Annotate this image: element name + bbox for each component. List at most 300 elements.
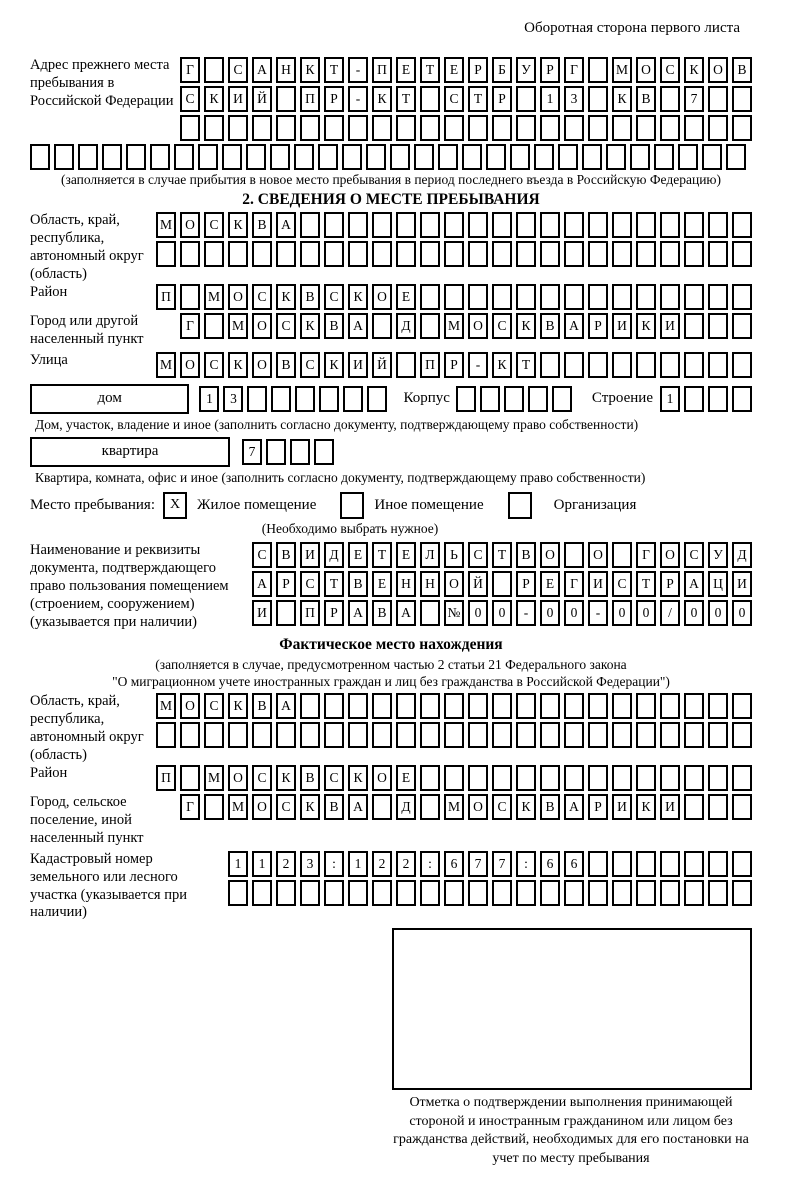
char-cell[interactable]: [420, 722, 440, 748]
char-cell[interactable]: [468, 693, 488, 719]
char-cell[interactable]: [468, 241, 488, 267]
char-cell[interactable]: Т: [324, 57, 344, 83]
char-cell[interactable]: Р: [324, 600, 344, 626]
char-cell[interactable]: [324, 693, 344, 719]
char-cell[interactable]: О: [252, 313, 272, 339]
char-cell[interactable]: К: [324, 352, 344, 378]
char-cell[interactable]: И: [660, 794, 680, 820]
char-cell[interactable]: [564, 542, 584, 568]
char-cell[interactable]: [510, 144, 530, 170]
char-cell[interactable]: [300, 115, 320, 141]
char-cell[interactable]: [396, 693, 416, 719]
char-cell[interactable]: [319, 386, 339, 412]
char-cell[interactable]: [558, 144, 578, 170]
char-cell[interactable]: [276, 86, 296, 112]
char-cell[interactable]: [444, 241, 464, 267]
char-cell[interactable]: [564, 284, 584, 310]
char-cell[interactable]: К: [684, 57, 704, 83]
char-cell[interactable]: М: [204, 765, 224, 791]
char-cell[interactable]: [318, 144, 338, 170]
char-cell[interactable]: -: [348, 57, 368, 83]
char-cell[interactable]: В: [516, 542, 536, 568]
char-cell[interactable]: А: [564, 313, 584, 339]
char-cell[interactable]: [684, 880, 704, 906]
char-cell[interactable]: [588, 851, 608, 877]
char-cell[interactable]: [612, 765, 632, 791]
char-cell[interactable]: [636, 241, 656, 267]
char-cell[interactable]: [314, 439, 334, 465]
char-cell[interactable]: К: [612, 86, 632, 112]
char-cell[interactable]: [444, 722, 464, 748]
char-cell[interactable]: Е: [372, 571, 392, 597]
char-cell[interactable]: [300, 212, 320, 238]
char-cell[interactable]: [708, 722, 728, 748]
char-cell[interactable]: О: [444, 571, 464, 597]
checkbox-residential[interactable]: X: [163, 492, 187, 519]
char-cell[interactable]: К: [228, 352, 248, 378]
char-cell[interactable]: О: [180, 212, 200, 238]
char-cell[interactable]: О: [660, 542, 680, 568]
char-cell[interactable]: Р: [516, 571, 536, 597]
char-cell[interactable]: Р: [444, 352, 464, 378]
char-cell[interactable]: С: [324, 284, 344, 310]
char-cell[interactable]: 7: [242, 439, 262, 465]
char-cell[interactable]: [732, 115, 752, 141]
char-cell[interactable]: Г: [636, 542, 656, 568]
char-cell[interactable]: [732, 284, 752, 310]
char-cell[interactable]: 0: [612, 600, 632, 626]
char-cell[interactable]: Е: [396, 284, 416, 310]
char-cell[interactable]: И: [300, 542, 320, 568]
char-cell[interactable]: Р: [324, 86, 344, 112]
char-cell[interactable]: [660, 284, 680, 310]
char-cell[interactable]: Е: [540, 571, 560, 597]
char-cell[interactable]: [348, 693, 368, 719]
char-cell[interactable]: [348, 212, 368, 238]
char-cell[interactable]: [486, 144, 506, 170]
char-cell[interactable]: М: [444, 313, 464, 339]
char-cell[interactable]: В: [276, 542, 296, 568]
char-cell[interactable]: Т: [516, 352, 536, 378]
char-cell[interactable]: [228, 115, 248, 141]
char-cell[interactable]: 7: [684, 86, 704, 112]
char-cell[interactable]: [372, 212, 392, 238]
char-cell[interactable]: [271, 386, 291, 412]
char-cell[interactable]: [252, 241, 272, 267]
char-cell[interactable]: [564, 722, 584, 748]
char-cell[interactable]: Б: [492, 57, 512, 83]
char-cell[interactable]: И: [732, 571, 752, 597]
char-cell[interactable]: [396, 880, 416, 906]
char-cell[interactable]: А: [276, 693, 296, 719]
char-cell[interactable]: В: [324, 794, 344, 820]
char-cell[interactable]: [270, 144, 290, 170]
char-cell[interactable]: [180, 241, 200, 267]
char-cell[interactable]: [462, 144, 482, 170]
char-cell[interactable]: [204, 115, 224, 141]
char-cell[interactable]: Т: [324, 571, 344, 597]
char-cell[interactable]: [492, 722, 512, 748]
char-cell[interactable]: [702, 144, 722, 170]
char-cell[interactable]: В: [732, 57, 752, 83]
char-cell[interactable]: Т: [492, 542, 512, 568]
char-cell[interactable]: [588, 241, 608, 267]
char-cell[interactable]: [684, 115, 704, 141]
char-cell[interactable]: К: [372, 86, 392, 112]
char-cell[interactable]: П: [372, 57, 392, 83]
char-cell[interactable]: [444, 880, 464, 906]
char-cell[interactable]: [732, 722, 752, 748]
char-cell[interactable]: [564, 765, 584, 791]
char-cell[interactable]: [294, 144, 314, 170]
char-cell[interactable]: О: [468, 794, 488, 820]
char-cell[interactable]: К: [636, 313, 656, 339]
char-cell[interactable]: [266, 439, 286, 465]
char-cell[interactable]: [630, 144, 650, 170]
char-cell[interactable]: О: [636, 57, 656, 83]
char-cell[interactable]: [732, 212, 752, 238]
char-cell[interactable]: [204, 241, 224, 267]
char-cell[interactable]: В: [252, 693, 272, 719]
char-cell[interactable]: [516, 284, 536, 310]
char-cell[interactable]: О: [180, 352, 200, 378]
char-cell[interactable]: Ь: [444, 542, 464, 568]
char-cell[interactable]: К: [300, 57, 320, 83]
char-cell[interactable]: В: [300, 284, 320, 310]
char-cell[interactable]: Р: [540, 57, 560, 83]
char-cell[interactable]: [126, 144, 146, 170]
char-cell[interactable]: Г: [180, 794, 200, 820]
char-cell[interactable]: [456, 386, 476, 412]
char-cell[interactable]: [228, 880, 248, 906]
char-cell[interactable]: М: [156, 352, 176, 378]
char-cell[interactable]: [247, 386, 267, 412]
char-cell[interactable]: А: [252, 571, 272, 597]
char-cell[interactable]: У: [516, 57, 536, 83]
char-cell[interactable]: [606, 144, 626, 170]
char-cell[interactable]: [342, 144, 362, 170]
char-cell[interactable]: Е: [348, 542, 368, 568]
char-cell[interactable]: [588, 765, 608, 791]
char-cell[interactable]: Г: [564, 571, 584, 597]
char-cell[interactable]: [660, 765, 680, 791]
char-cell[interactable]: К: [276, 284, 296, 310]
char-cell[interactable]: В: [348, 571, 368, 597]
char-cell[interactable]: [612, 352, 632, 378]
char-cell[interactable]: :: [516, 851, 536, 877]
char-cell[interactable]: М: [228, 313, 248, 339]
char-cell[interactable]: [276, 880, 296, 906]
char-cell[interactable]: К: [228, 693, 248, 719]
char-cell[interactable]: [492, 880, 512, 906]
char-cell[interactable]: [540, 352, 560, 378]
char-cell[interactable]: О: [708, 57, 728, 83]
char-cell[interactable]: [540, 765, 560, 791]
char-cell[interactable]: М: [156, 693, 176, 719]
char-cell[interactable]: [420, 600, 440, 626]
char-cell[interactable]: [732, 386, 752, 412]
char-cell[interactable]: [534, 144, 554, 170]
char-cell[interactable]: [420, 765, 440, 791]
char-cell[interactable]: [612, 880, 632, 906]
char-cell[interactable]: С: [300, 352, 320, 378]
char-cell[interactable]: Н: [420, 571, 440, 597]
char-cell[interactable]: И: [660, 313, 680, 339]
char-cell[interactable]: У: [708, 542, 728, 568]
char-cell[interactable]: [588, 284, 608, 310]
char-cell[interactable]: Р: [660, 571, 680, 597]
char-cell[interactable]: 7: [468, 851, 488, 877]
char-cell[interactable]: Т: [396, 86, 416, 112]
char-cell[interactable]: [612, 542, 632, 568]
char-cell[interactable]: [708, 851, 728, 877]
char-cell[interactable]: [660, 212, 680, 238]
char-cell[interactable]: [612, 284, 632, 310]
char-cell[interactable]: П: [156, 284, 176, 310]
char-cell[interactable]: [636, 851, 656, 877]
char-cell[interactable]: 2: [396, 851, 416, 877]
char-cell[interactable]: [348, 880, 368, 906]
char-cell[interactable]: [180, 115, 200, 141]
char-cell[interactable]: Г: [180, 313, 200, 339]
char-cell[interactable]: 1: [228, 851, 248, 877]
char-cell[interactable]: -: [588, 600, 608, 626]
char-cell[interactable]: [492, 212, 512, 238]
char-cell[interactable]: [180, 765, 200, 791]
char-cell[interactable]: И: [588, 571, 608, 597]
char-cell[interactable]: [492, 571, 512, 597]
char-cell[interactable]: [468, 212, 488, 238]
char-cell[interactable]: [204, 794, 224, 820]
char-cell[interactable]: [684, 765, 704, 791]
char-cell[interactable]: 0: [468, 600, 488, 626]
char-cell[interactable]: Й: [372, 352, 392, 378]
char-cell[interactable]: [300, 693, 320, 719]
char-cell[interactable]: [708, 115, 728, 141]
char-cell[interactable]: К: [636, 794, 656, 820]
char-cell[interactable]: Г: [564, 57, 584, 83]
char-cell[interactable]: Е: [396, 542, 416, 568]
char-cell[interactable]: [228, 722, 248, 748]
char-cell[interactable]: Н: [396, 571, 416, 597]
char-cell[interactable]: Й: [252, 86, 272, 112]
char-cell[interactable]: 1: [199, 386, 219, 412]
char-cell[interactable]: [612, 693, 632, 719]
char-cell[interactable]: [348, 115, 368, 141]
char-cell[interactable]: [708, 313, 728, 339]
char-cell[interactable]: [468, 284, 488, 310]
char-cell[interactable]: [516, 693, 536, 719]
char-cell[interactable]: [684, 386, 704, 412]
char-cell[interactable]: Р: [588, 313, 608, 339]
char-cell[interactable]: [660, 722, 680, 748]
char-cell[interactable]: И: [228, 86, 248, 112]
char-cell[interactable]: О: [540, 542, 560, 568]
char-cell[interactable]: [660, 880, 680, 906]
char-cell[interactable]: [660, 851, 680, 877]
char-cell[interactable]: Н: [276, 57, 296, 83]
char-cell[interactable]: [678, 144, 698, 170]
char-cell[interactable]: 6: [444, 851, 464, 877]
char-cell[interactable]: [684, 284, 704, 310]
char-cell[interactable]: [516, 722, 536, 748]
char-cell[interactable]: К: [300, 794, 320, 820]
char-cell[interactable]: [582, 144, 602, 170]
char-cell[interactable]: О: [252, 352, 272, 378]
char-cell[interactable]: [324, 722, 344, 748]
char-cell[interactable]: С: [300, 571, 320, 597]
char-cell[interactable]: [492, 765, 512, 791]
char-cell[interactable]: Е: [396, 765, 416, 791]
char-cell[interactable]: Т: [636, 571, 656, 597]
char-cell[interactable]: 0: [540, 600, 560, 626]
char-cell[interactable]: 1: [252, 851, 272, 877]
char-cell[interactable]: [636, 880, 656, 906]
char-cell[interactable]: [420, 115, 440, 141]
char-cell[interactable]: [468, 722, 488, 748]
char-cell[interactable]: С: [660, 57, 680, 83]
char-cell[interactable]: С: [252, 542, 272, 568]
char-cell[interactable]: С: [180, 86, 200, 112]
char-cell[interactable]: 6: [540, 851, 560, 877]
char-cell[interactable]: [366, 144, 386, 170]
char-cell[interactable]: М: [612, 57, 632, 83]
char-cell[interactable]: [420, 313, 440, 339]
char-cell[interactable]: [444, 115, 464, 141]
char-cell[interactable]: О: [180, 693, 200, 719]
char-cell[interactable]: [708, 241, 728, 267]
char-cell[interactable]: К: [276, 765, 296, 791]
char-cell[interactable]: [30, 144, 50, 170]
char-cell[interactable]: [396, 115, 416, 141]
char-cell[interactable]: [660, 352, 680, 378]
char-cell[interactable]: Т: [372, 542, 392, 568]
char-cell[interactable]: [276, 115, 296, 141]
char-cell[interactable]: 2: [276, 851, 296, 877]
char-cell[interactable]: [372, 794, 392, 820]
char-cell[interactable]: [420, 86, 440, 112]
char-cell[interactable]: А: [348, 794, 368, 820]
char-cell[interactable]: С: [204, 212, 224, 238]
char-cell[interactable]: Д: [396, 794, 416, 820]
char-cell[interactable]: [732, 851, 752, 877]
char-cell[interactable]: В: [540, 794, 560, 820]
char-cell[interactable]: [708, 765, 728, 791]
char-cell[interactable]: О: [252, 794, 272, 820]
char-cell[interactable]: [372, 115, 392, 141]
char-cell[interactable]: [78, 144, 98, 170]
char-cell[interactable]: [295, 386, 315, 412]
char-cell[interactable]: [660, 86, 680, 112]
char-cell[interactable]: [444, 284, 464, 310]
char-cell[interactable]: А: [396, 600, 416, 626]
char-cell[interactable]: [684, 794, 704, 820]
char-cell[interactable]: [204, 313, 224, 339]
char-cell[interactable]: -: [468, 352, 488, 378]
char-cell[interactable]: [444, 212, 464, 238]
char-cell[interactable]: А: [684, 571, 704, 597]
char-cell[interactable]: П: [300, 600, 320, 626]
char-cell[interactable]: [228, 241, 248, 267]
char-cell[interactable]: С: [204, 693, 224, 719]
char-cell[interactable]: [564, 880, 584, 906]
char-cell[interactable]: С: [612, 571, 632, 597]
char-cell[interactable]: [588, 86, 608, 112]
char-cell[interactable]: [684, 693, 704, 719]
char-cell[interactable]: С: [252, 284, 272, 310]
char-cell[interactable]: [708, 352, 728, 378]
char-cell[interactable]: А: [252, 57, 272, 83]
char-cell[interactable]: [708, 794, 728, 820]
char-cell[interactable]: [564, 212, 584, 238]
char-cell[interactable]: [732, 880, 752, 906]
char-cell[interactable]: [684, 313, 704, 339]
char-cell[interactable]: [708, 212, 728, 238]
checkbox-organization[interactable]: [508, 492, 532, 519]
char-cell[interactable]: 0: [564, 600, 584, 626]
char-cell[interactable]: [612, 722, 632, 748]
char-cell[interactable]: [372, 313, 392, 339]
char-cell[interactable]: О: [372, 765, 392, 791]
char-cell[interactable]: К: [516, 794, 536, 820]
char-cell[interactable]: [588, 693, 608, 719]
char-cell[interactable]: А: [564, 794, 584, 820]
char-cell[interactable]: [276, 600, 296, 626]
char-cell[interactable]: [708, 880, 728, 906]
char-cell[interactable]: К: [204, 86, 224, 112]
char-cell[interactable]: Р: [588, 794, 608, 820]
char-cell[interactable]: :: [324, 851, 344, 877]
char-cell[interactable]: [174, 144, 194, 170]
char-cell[interactable]: 7: [492, 851, 512, 877]
char-cell[interactable]: [438, 144, 458, 170]
char-cell[interactable]: [276, 241, 296, 267]
char-cell[interactable]: [372, 880, 392, 906]
char-cell[interactable]: М: [444, 794, 464, 820]
char-cell[interactable]: А: [348, 600, 368, 626]
char-cell[interactable]: [420, 880, 440, 906]
char-cell[interactable]: [732, 765, 752, 791]
char-cell[interactable]: [588, 880, 608, 906]
char-cell[interactable]: О: [468, 313, 488, 339]
char-cell[interactable]: [324, 212, 344, 238]
char-cell[interactable]: [708, 386, 728, 412]
char-cell[interactable]: [252, 115, 272, 141]
char-cell[interactable]: [636, 115, 656, 141]
char-cell[interactable]: П: [156, 765, 176, 791]
char-cell[interactable]: [504, 386, 524, 412]
char-cell[interactable]: К: [300, 313, 320, 339]
char-cell[interactable]: О: [228, 765, 248, 791]
char-cell[interactable]: [102, 144, 122, 170]
char-cell[interactable]: В: [324, 313, 344, 339]
char-cell[interactable]: Ц: [708, 571, 728, 597]
char-cell[interactable]: П: [420, 352, 440, 378]
char-cell[interactable]: [636, 212, 656, 238]
char-cell[interactable]: [516, 765, 536, 791]
char-cell[interactable]: К: [348, 765, 368, 791]
char-cell[interactable]: [612, 115, 632, 141]
char-cell[interactable]: 0: [732, 600, 752, 626]
char-cell[interactable]: [444, 765, 464, 791]
char-cell[interactable]: [290, 439, 310, 465]
char-cell[interactable]: 0: [708, 600, 728, 626]
char-cell[interactable]: [684, 241, 704, 267]
char-cell[interactable]: [516, 212, 536, 238]
char-cell[interactable]: [300, 880, 320, 906]
char-cell[interactable]: [588, 722, 608, 748]
char-cell[interactable]: [396, 212, 416, 238]
